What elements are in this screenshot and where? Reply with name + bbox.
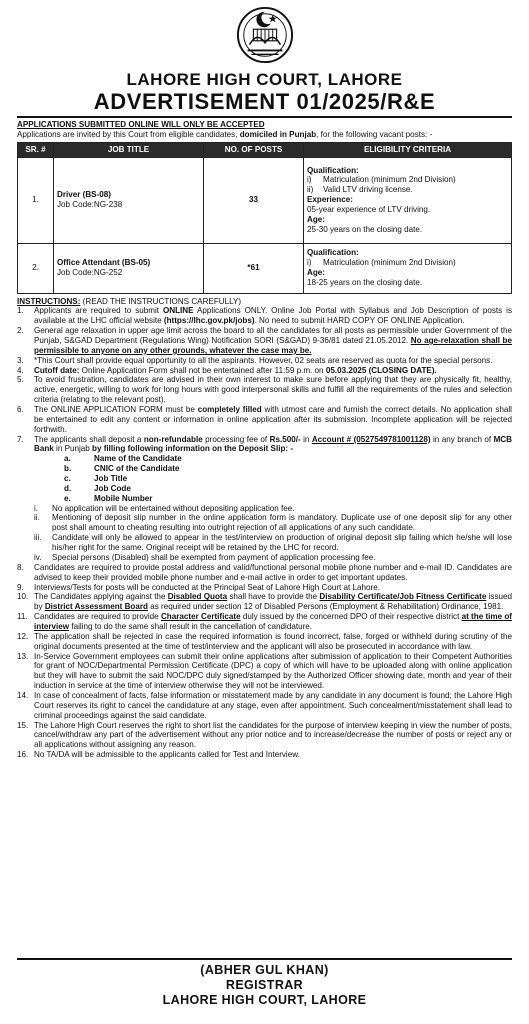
list-item: c. Job Title [64, 474, 128, 484]
row-sr: 1. [18, 157, 54, 243]
invite-text-domicile: domiciled in Punjab [239, 129, 317, 139]
row-job-title [54, 157, 204, 243]
invite-text-post: , for the following vacant posts: - [316, 129, 433, 139]
vacancy-table [17, 142, 512, 294]
list-item: 12. The application shall be rejected in case the required information is found incorrect, false, forged or withheld during scrutiny of the original documents presented at the time of test/interview and the applicant will also be prosecuted in accordance with law. [17, 631, 512, 651]
row-eligibility [304, 243, 512, 293]
lahore-high-court-emblem-icon [236, 6, 294, 64]
instructions-list [17, 306, 512, 760]
list-item: e. Mobile Number [64, 493, 153, 503]
row-job-title [54, 243, 204, 293]
job-title: Office Attendant (BS-05) [57, 258, 151, 268]
advertisement-number: ADVERTISEMENT 01/2025/R&E [93, 89, 436, 114]
instructions-heading-label: INSTRUCTIONS: [17, 296, 81, 306]
invite-text-pre: Applications are invited by this Court from eligible candidates, [17, 129, 240, 139]
age-text: 25-30 years on the closing date. [307, 224, 423, 234]
qualification-marker: i) [307, 175, 312, 185]
list-item: 11. Candidates are required to provide Character Certificate duly issued by the concerned DPO of their respective district at the time of interview failing to do the same shall result in the cancellation of candidature. [17, 612, 512, 631]
job-title: Driver (BS-08) [57, 190, 111, 200]
header-no-of-posts: NO. OF POSTS [204, 142, 304, 157]
list-item: 6. The ONLINE APPLICATION FORM must be completely filled with utmost care and furnish the correct details. No application shall be entertained to edit any content or information in online application after its submission. Incomplete application will be rejected forthwith. [17, 405, 512, 434]
qualification-text: Valid LTV driving license. [323, 185, 413, 195]
list-item: 14. In case of concealment of facts, false information or misstatement made by any candidate in any document is found; the Lahore High Court reserves its right to cancel the candidature at any stage, even after appointment. Such concealment/misstatement shall lead to criminal proceedings against the said candidate. [17, 690, 512, 720]
row-eligibility [304, 157, 512, 243]
signatory-name: (ABHER GUL KHAN) [200, 963, 329, 977]
signatory-designation: REGISTRAR [225, 978, 304, 992]
qualification-marker: i) [307, 258, 312, 268]
court-title: LAHORE HIGH COURT, LAHORE [126, 70, 403, 89]
job-code: Job Code:NG-252 [57, 268, 123, 278]
list-item: 2. General age relaxation in upper age limit across the board to all the candidates for all posts as permissible under Government of the Punjab, S&GAD Department (Regulations Wing) Notification SORI (S&GAD) 9-36/81 dated 21.05.2012. No age-relaxation shall be permissible to anyone on any other grounds, whatever the case may be. [17, 326, 512, 355]
row-posts: *61 [204, 243, 304, 293]
list-item: iv. Special persons (Disabled) shall be exempted from payment of application processing fee. [34, 552, 376, 562]
signature-block [17, 958, 512, 1008]
list-item: d. Job Code [64, 483, 131, 493]
list-item: b. CNIC of the Candidate [64, 464, 180, 474]
list-item: i. No application will be entertained without depositing application fee. [34, 503, 295, 513]
qualification-label: Qualification: [307, 248, 359, 258]
list-item: iii. Candidate will only be allowed to appear in the test/interview on production of original deposit slip failing which he/she will lose his/her right for the same. Original receipt will be retained by the LHC for record. [34, 533, 512, 553]
age-label: Age: [307, 214, 325, 224]
list-item: 8. Candidates are required to provide postal address and valid/functional personal mobile phone number and e-mail ID. Candidates are advised to keep their provided mobile phone number and e-mail active in order to get important updates. [17, 562, 512, 582]
invite-text [17, 130, 512, 140]
header-job-title: JOB TITLE [54, 142, 204, 157]
age-label: Age: [307, 268, 325, 278]
list-item: 4. Cutoff date: Online Application Form shall not be entertained after 11:59 p.m. on 05.03.2025 (CLOSING DATE). [17, 365, 437, 375]
fee-notes [34, 504, 512, 563]
header-sr: SR. # [18, 142, 54, 157]
list-item: 13. In-Service Government employees can submit their online applications after submission of application to their Competent Authorities for grant of NOC/Departmental Permission Certificate (DPC) a copy of which will have to be uploaded along with online application but they will have to submit the said NOC/DPC duly signed/stamped by the Authorized Officer showing date, month and year of their induction in service at the time of interview otherwise they will not be interviewed. [17, 651, 512, 691]
deposit-slip-fields [34, 454, 512, 503]
experience-text: 05-year experience of LTV driving. [307, 205, 431, 214]
signatory-office: LAHORE HIGH COURT, LAHORE [162, 993, 367, 1007]
qualification-text: Matriculation (minimum 2nd Division) [323, 175, 456, 185]
list-item: ii. Mentioning of deposit slip number in the online application form is mandatory. Duplicate use of one deposit slip for any other post shall amount to cheating resulting into outright rejection of all applications of any such candidate. [34, 513, 512, 533]
age-text: 18-25 years on the closing date. [307, 277, 423, 287]
list-item: 1. Applicants are required to submit ONLINE Applications ONLY. Online Job Portal with Syllabus and Job Description of posts is available at the LHC official website (https://lhc.gov.pk/jobs). No need to submit HARD COPY OF ONLINE Application. [17, 306, 512, 326]
qualification-item [307, 185, 508, 195]
list-item: 5. To avoid frustration, candidates are advised in their own interest to make sure before applying that they are physically fit, healthy, active, energetic, willing to work for long hours with good interpersonal skills and fulfill all the requirements of the rules and selection criteria (relating to the relevant post). [17, 375, 512, 405]
row-sr: 2. [18, 243, 54, 293]
online-notice: APPLICATIONS SUBMITTED ONLINE WILL ONLY BE ACCEPTED [17, 120, 265, 129]
table-row [18, 157, 512, 243]
list-item: 7. The applicants shall deposit a non-refundable processing fee of Rs.500/- in Account # (0527549781001128) in any branch of MCB Bank in Punjab by filling following information on the Deposit Slip: - a. Name of the Candidate b. CNIC of the Candidate c. Job Title d. Job Code e. Mobile Number i. No application will be entertained without depositing application fee. ii. Mentioning of deposit slip number in the online application form is mandatory. Duplicate use of one deposit slip for any other post shall amount to cheating resulting into outright rejection of all applications of any such candidate. iii. Candidate will only be allowed to appear in the test/interview on production of original deposit slip failing which he/she will lose his/her right for the same. Original receipt will be retained by the LHC for record. iv. Special persons (Disabled) shall be exempted from payment of application processing fee. [17, 434, 512, 562]
job-code: Job Code:NG-238 [57, 200, 123, 210]
list-item: a. Name of the Candidate [64, 454, 182, 464]
qualification-marker: ii) [307, 185, 314, 195]
header-divider [17, 116, 512, 118]
list-item: 10. The Candidates applying against the Disabled Quota shall have to provide the Disability Certificate/Job Fitness Certificate issued by District Assessment Board as required under section 12 of Disabled Persons (Employment & Rehabilitation) Ordinance, 1981. [17, 592, 513, 612]
instructions-heading [17, 297, 512, 307]
qualification-item [307, 258, 508, 268]
qualification-label: Qualification: [307, 165, 359, 175]
experience-label: Experience: [307, 195, 353, 205]
table-header-row [18, 142, 512, 157]
header-eligibility: ELIGIBILITY CRITERIA [304, 142, 512, 157]
list-item: 9. Interviews/Tests for posts will be conducted at the Principal Seat of Lahore High Court at Lahore. [17, 582, 380, 592]
list-item: 16. No TA/DA will be admissible to the applicants called for Test and Interview. [17, 750, 300, 760]
list-item: 15. The Lahore High Court reserves the right to short list the candidates for the purpose of interview keeping in view the number of posts, cancel/withdraw any part of the advertisement without any prior notice and to increase/decrease the number of posts or reject any or all applications without assigning any reason. [17, 720, 512, 750]
instructions-heading-note: (READ THE INSTRUCTIONS CAREFULLY) [80, 296, 242, 306]
table-row [18, 243, 512, 293]
qualification-text: Matriculation (minimum 2nd Division) [323, 258, 456, 268]
row-posts: 33 [204, 157, 304, 243]
list-item: 3. *This Court shall provide equal opportunity to all the aspirants. However, 02 seats are reserved as quota for the special persons. [17, 355, 493, 365]
qualification-item [307, 175, 508, 185]
